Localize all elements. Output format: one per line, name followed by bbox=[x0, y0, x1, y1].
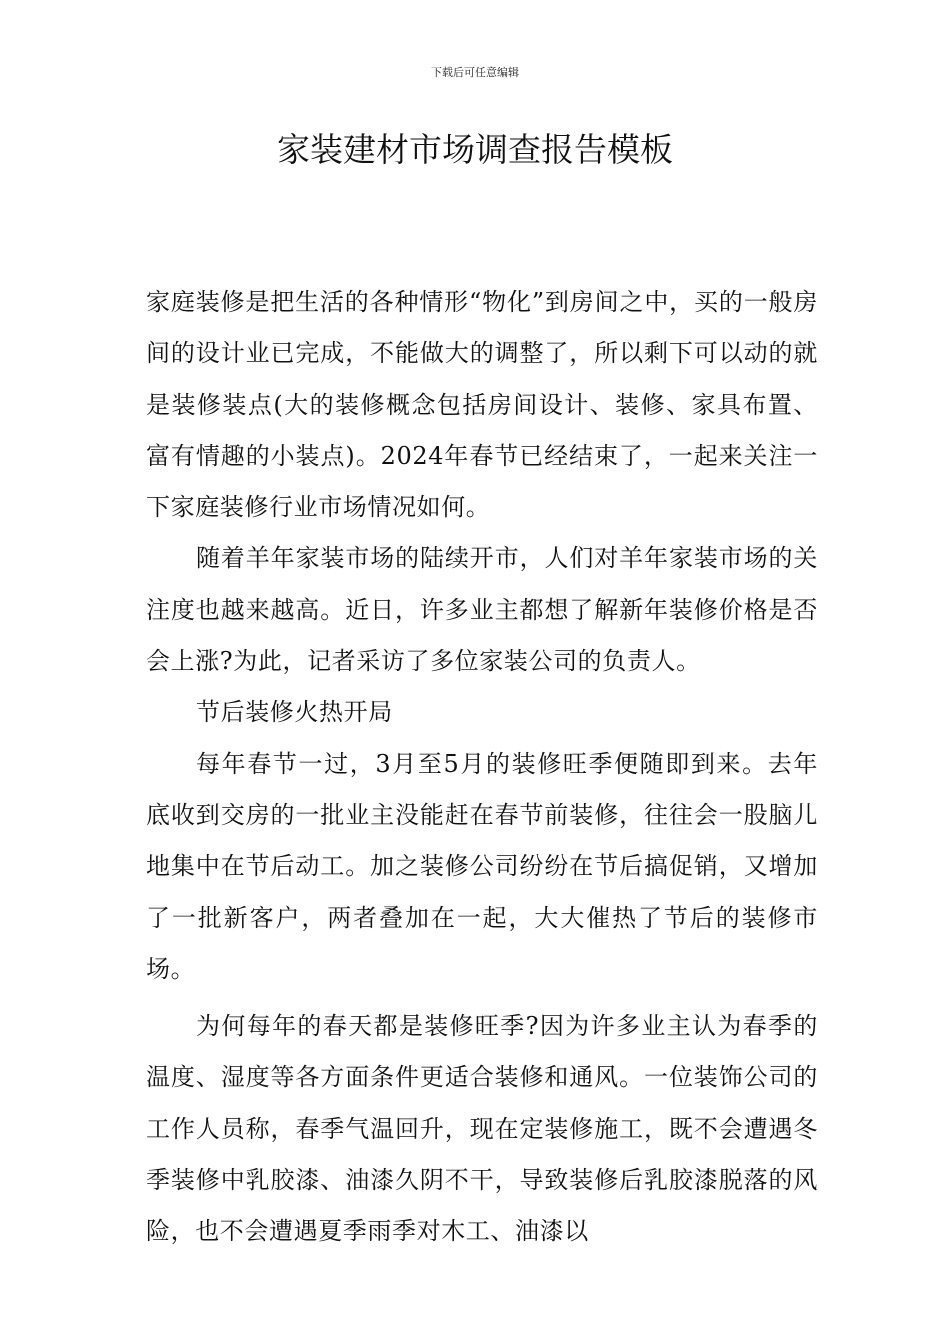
document-title: 家装建材市场调查报告模板 bbox=[277, 130, 673, 169]
header-note: 下载后可任意编辑 bbox=[431, 66, 519, 79]
paragraph-why-spring: 为何每年的春天都是装修旺季?因为许多业主认为春季的温度、湿度等各方面条件更适合装修和通风。一位装饰公司的工作人员称，春季气温回升，现在定装修施工，既不会遭遇冬季装修中乳胶漆、油漆久阴不干，导致装修后乳胶漆脱落的风险，也不会遭遇夏季雨季对木工、油漆以 bbox=[146, 1012, 818, 1246]
section-heading: 节后装修火热开局 bbox=[196, 698, 393, 727]
paragraph-intro: 家庭装修是把生活的各种情形“物化”到房间之中，买的一般房间的设计业已完成，不能做大的调整了，所以剩下可以动的就是装修装点(大的装修概念包括房间设计、装修、家具布置、富有情趣的小装点)。2024年春节已经结束了，一起来关注一下家庭装修行业市场情况如何。 bbox=[146, 288, 818, 522]
document-body bbox=[146, 277, 818, 1258]
paragraph-market-attention: 随着羊年家装市场的陆续开市，人们对羊年家装市场的关注度也越来越高。近日，许多业主都想了解新年装修价格是否会上涨?为此，记者采访了多位家装公司的负责人。 bbox=[146, 544, 818, 676]
paragraph-peak-season: 每年春节一过，3月至5月的装修旺季便随即到来。去年底收到交房的一批业主没能赶在春节前装修，往往会一股脑儿地集中在节后动工。加之装修公司纷纷在节后搞促销，又增加了一批新客户，两者叠加在一起，大大催热了节后的装修市场。 bbox=[146, 749, 818, 983]
